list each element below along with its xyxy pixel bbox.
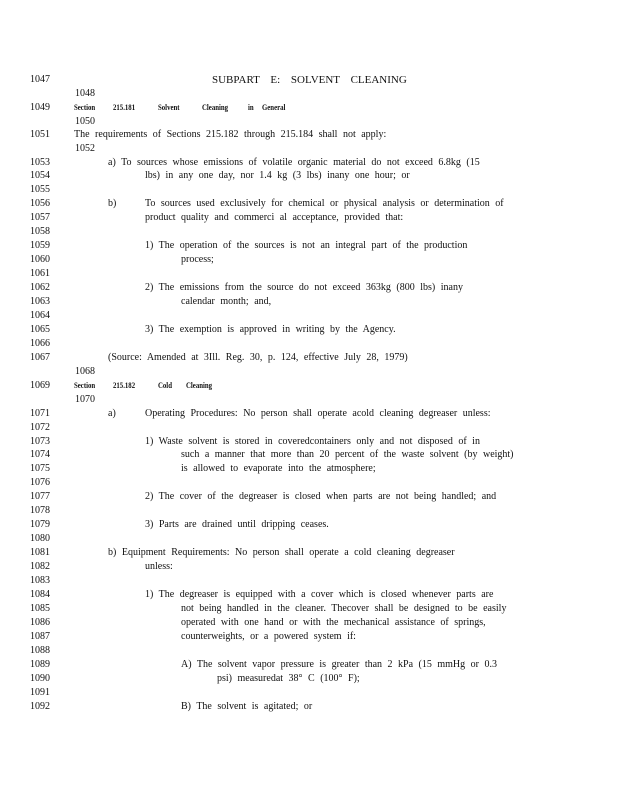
line-number-1063: 1063 [30, 296, 50, 307]
section-title-word: in [248, 103, 254, 112]
line-number-1047: 1047 [30, 74, 50, 85]
line-number-1079: 1079 [30, 519, 50, 530]
text-line: 1) The degreaser is equipped with a cover which is closed whenever parts are [145, 589, 494, 600]
text-line: calendar month; and, [181, 296, 272, 307]
line-number-1076: 1076 [30, 477, 50, 488]
line-number-1066: 1066 [30, 338, 50, 349]
line-number-1048: 1048 [75, 88, 95, 99]
text-line: operated with one hand or with the mechanical assistance of springs, [181, 617, 486, 628]
text-line: B) The solvent is agitated; or [181, 701, 313, 712]
line-number-1068: 1068 [75, 366, 95, 377]
text-line: 2) The cover of the degreaser is closed when parts are not being handled; and [145, 491, 497, 502]
subpart-title: SUBPART E: SOLVENT CLEANING [212, 74, 407, 86]
section-label: Section [74, 381, 96, 390]
source-note: (Source: Amended at 3Ill. Reg. 30, p. 124, effective July 28, 1979) [108, 352, 408, 363]
text-line: psi) measuredat 38° C (100° F); [217, 673, 360, 684]
text-line: 1) The operation of the sources is not an integral part of the production [145, 240, 468, 251]
line-number-1081: 1081 [30, 547, 50, 558]
line-number-1055: 1055 [30, 184, 50, 195]
line-number-1092: 1092 [30, 701, 50, 712]
section-label: Section [74, 103, 96, 112]
line-number-1077: 1077 [30, 491, 50, 502]
line-number-1051: 1051 [30, 129, 50, 140]
text-line: not being handled in the cleaner. Thecover shall be designed to be easily [181, 603, 507, 614]
line-number-1058: 1058 [30, 226, 50, 237]
list-marker: a) [108, 408, 116, 419]
line-number-1059: 1059 [30, 240, 50, 251]
section-title-word: Cleaning [186, 381, 213, 390]
text-line: 3) The exemption is approved in writing by the Agency. [145, 324, 396, 335]
text-line: lbs) in any one day, nor 1.4 kg (3 lbs) inany one hour; or [145, 170, 410, 181]
line-number-1070: 1070 [75, 394, 95, 405]
line-number-1054: 1054 [30, 170, 50, 181]
line-number-1084: 1084 [30, 589, 50, 600]
line-number-1074: 1074 [30, 449, 50, 460]
section-title-word: General [262, 103, 286, 112]
line-number-1067: 1067 [30, 352, 50, 363]
section-title-word: Cold [158, 381, 172, 390]
line-number-1061: 1061 [30, 268, 50, 279]
line-number-1071: 1071 [30, 408, 50, 419]
line-number-1083: 1083 [30, 575, 50, 586]
section-title-word: Solvent [158, 103, 180, 112]
line-number-1090: 1090 [30, 673, 50, 684]
line-number-1064: 1064 [30, 310, 50, 321]
text-line: To sources used exclusively for chemical or physical analysis or determination of [145, 198, 504, 209]
line-number-1089: 1089 [30, 659, 50, 670]
section-title-word: Cleaning [202, 103, 229, 112]
line-number-1088: 1088 [30, 645, 50, 656]
list-marker: b) [108, 198, 117, 209]
line-number-1080: 1080 [30, 533, 50, 544]
line-number-1073: 1073 [30, 436, 50, 447]
line-number-1062: 1062 [30, 282, 50, 293]
text-line: counterweights, or a powered system if: [181, 631, 356, 642]
line-number-1053: 1053 [30, 157, 50, 168]
text-line: 2) The emissions from the source do not exceed 363kg (800 lbs) inany [145, 282, 463, 293]
line-number-1082: 1082 [30, 561, 50, 572]
section-number: 215.182 [113, 381, 136, 390]
line-number-1086: 1086 [30, 617, 50, 628]
line-number-1052: 1052 [75, 143, 95, 154]
line-number-1060: 1060 [30, 254, 50, 265]
line-number-1056: 1056 [30, 198, 50, 209]
line-number-1085: 1085 [30, 603, 50, 614]
text-line: product quality and commerci al acceptance, provided that: [145, 212, 404, 223]
line-number-1057: 1057 [30, 212, 50, 223]
text-line: 1) Waste solvent is stored in coveredcontainers only and not disposed of in [145, 436, 480, 447]
text-line: is allowed to evaporate into the atmosphere; [181, 463, 376, 474]
line-number-1050: 1050 [75, 116, 95, 127]
line-number-1091: 1091 [30, 687, 50, 698]
line-number-1049: 1049 [30, 102, 50, 113]
text-line: A) The solvent vapor pressure is greater than 2 kPa (15 mmHg or 0.3 [181, 659, 497, 670]
line-number-1078: 1078 [30, 505, 50, 516]
line-number-1069: 1069 [30, 380, 50, 391]
text-line: Operating Procedures: No person shall operate acold cleaning degreaser unless: [145, 408, 491, 419]
text-line: such a manner that more than 20 percent of the waste solvent (by weight) [181, 449, 514, 460]
text-line: The requirements of Sections 215.182 through 215.184 shall not apply: [74, 129, 387, 140]
line-number-1087: 1087 [30, 631, 50, 642]
text-line: process; [181, 254, 214, 265]
text-line: unless: [145, 561, 173, 572]
line-number-1065: 1065 [30, 324, 50, 335]
text-line: a) To sources whose emissions of volatile organic material do not exceed 6.8kg (15 [108, 157, 480, 168]
text-line: b) Equipment Requirements: No person shall operate a cold cleaning degreaser [108, 547, 455, 558]
line-number-1075: 1075 [30, 463, 50, 474]
section-number: 215.181 [113, 103, 136, 112]
line-number-1072: 1072 [30, 422, 50, 433]
text-line: 3) Parts are drained until dripping ceases. [145, 519, 329, 530]
